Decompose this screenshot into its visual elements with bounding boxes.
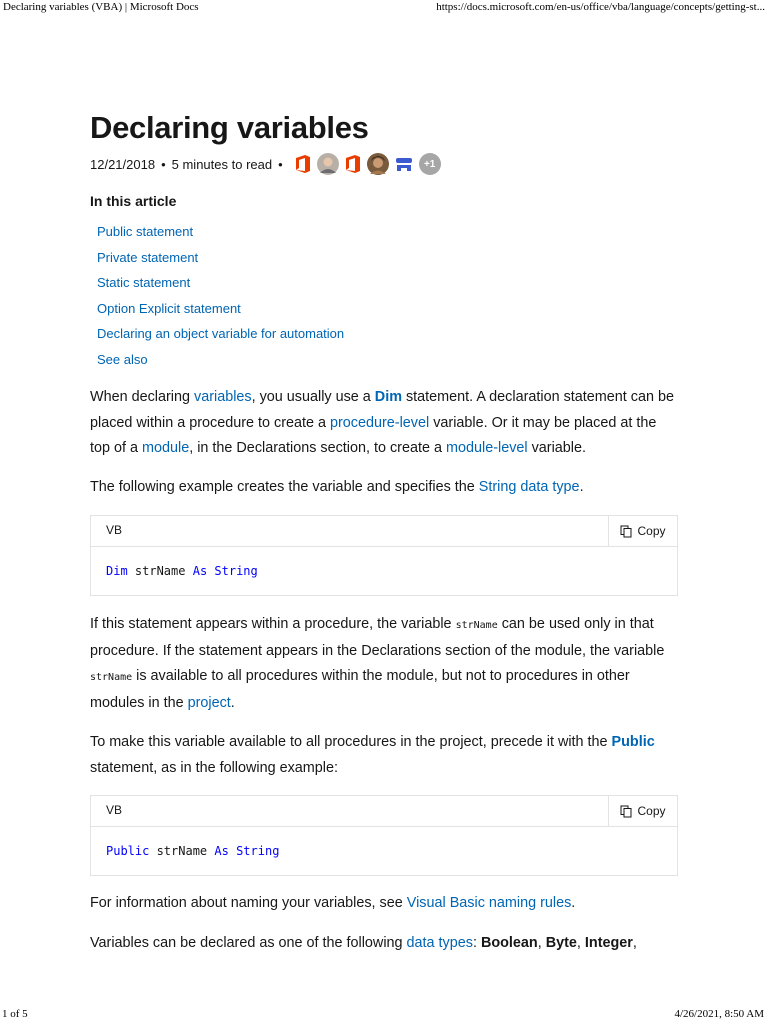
office-logo-icon[interactable] (293, 153, 313, 175)
contributors-list[interactable] (293, 153, 441, 175)
office-logo-icon[interactable] (343, 153, 363, 175)
text: The following example creates the variable and specifies the (90, 479, 479, 495)
copy-button[interactable] (608, 516, 677, 546)
toc-heading: In this article (90, 193, 177, 209)
code-content[interactable] (91, 547, 677, 595)
text: , (632, 935, 637, 951)
copy-button[interactable] (608, 796, 677, 826)
page-title: Declaring variables (90, 110, 369, 145)
text: is available to all procedures within the module, but not to procedures in other modules in the (90, 668, 630, 711)
article-read-time: 5 minutes to read (171, 156, 273, 172)
print-header-title: Declaring variables (VBA) | Microsoft Docs (3, 1, 199, 13)
link-variables[interactable]: variables (194, 389, 252, 405)
article-metadata (90, 151, 441, 177)
link-procedure-level[interactable]: procedure-level (330, 414, 430, 431)
inline-code: strName (90, 672, 133, 683)
code-keyword: Public (106, 844, 150, 858)
code-keyword: As (214, 844, 229, 858)
avatar-contributor-2[interactable] (367, 153, 389, 175)
text: , (576, 935, 585, 951)
code-keyword: String (214, 564, 258, 578)
type-byte: Byte (545, 935, 577, 951)
toc-link-public-statement[interactable]: Public statement (97, 224, 194, 239)
inline-code: strName (455, 620, 498, 631)
toc-link-private-statement[interactable]: Private statement (97, 249, 199, 265)
code-identifier: strName (127, 564, 193, 578)
link-module-level[interactable]: module-level (446, 440, 528, 456)
print-footer (0, 1008, 768, 1024)
text: : (472, 935, 481, 951)
text: Variables can be declared as one of the following (90, 935, 407, 951)
type-boolean: Boolean (480, 935, 538, 951)
toc-link-option-explicit[interactable]: Option Explicit statement (97, 300, 241, 316)
link-public-keyword[interactable]: Public (611, 734, 655, 750)
text: . (579, 479, 584, 495)
code-block-header (91, 796, 677, 827)
code-language-label: VB (106, 803, 123, 817)
link-module[interactable]: module (142, 440, 190, 456)
article-date: 12/21/2018 (90, 156, 156, 172)
code-keyword: As (192, 564, 208, 578)
link-dim-keyword[interactable]: Dim (374, 389, 402, 405)
link-string-data-type[interactable]: String data type (478, 479, 580, 495)
avatar-contributor-1[interactable] (317, 153, 339, 175)
avatar-contributor-3[interactable] (393, 153, 415, 175)
text: When declaring (90, 389, 194, 405)
code-content[interactable] (91, 827, 677, 875)
print-header (0, 1, 768, 17)
text: . (571, 895, 576, 911)
copy-icon (620, 805, 632, 818)
text: . (230, 694, 235, 711)
text: variable. Or it may be placed at the top of a (90, 414, 657, 456)
paragraph-intro (90, 385, 678, 462)
code-keyword: String (236, 844, 280, 858)
code-identifier: strName (149, 844, 215, 858)
copy-label: Copy (637, 524, 666, 538)
text: variable. (527, 440, 586, 456)
meta-separator: • (278, 156, 283, 172)
code-keyword: Dim (106, 564, 128, 578)
paragraph-scope (90, 612, 678, 716)
table-of-contents (97, 222, 344, 375)
code-block-public (90, 795, 678, 876)
toc-link-see-also[interactable]: See also (97, 351, 148, 367)
print-timestamp: 4/26/2021, 8:50 AM (674, 1008, 764, 1020)
link-project[interactable]: project (187, 694, 231, 711)
text: can be used only in that procedure. If the statement appears in the Declarations section of the module, the variable (90, 616, 665, 659)
paragraph-data-types (90, 931, 678, 957)
code-block-header (91, 516, 677, 547)
link-data-types[interactable]: data types (406, 935, 473, 951)
text: If this statement appears within a procedure, the variable (90, 616, 456, 632)
toc-link-static-statement[interactable]: Static statement (97, 275, 191, 290)
text: For information about naming your variables, see (90, 895, 407, 911)
link-naming-rules[interactable]: Visual Basic naming rules (406, 895, 572, 911)
text: statement, as in the following example: (90, 759, 338, 776)
meta-separator: • (161, 156, 166, 172)
text: , (537, 935, 546, 951)
toc-link-object-variable[interactable]: Declaring an object variable for automation (97, 326, 345, 341)
paragraph-naming (90, 891, 678, 917)
paragraph-public (90, 730, 678, 781)
code-language-label: VB (106, 523, 123, 537)
print-header-url: https://docs.microsoft.com/en-us/office/vba/language/concepts/getting-st... (436, 1, 765, 13)
text: , in the Declarations section, to create a (189, 440, 446, 456)
paragraph-example (90, 475, 678, 501)
text: , you usually use a (251, 389, 375, 405)
copy-icon (620, 525, 632, 538)
more-contributors-badge[interactable]: +1 (419, 153, 441, 175)
text: To make this variable available to all procedures in the project, precede it with the (90, 734, 612, 750)
code-space (229, 844, 236, 858)
type-integer: Integer (584, 935, 633, 951)
code-block-dim (90, 515, 678, 596)
copy-label: Copy (637, 804, 666, 818)
page-number: 1 of 5 (2, 1008, 28, 1020)
text: statement. A declaration statement can be placed within a procedure to create a (90, 389, 674, 431)
